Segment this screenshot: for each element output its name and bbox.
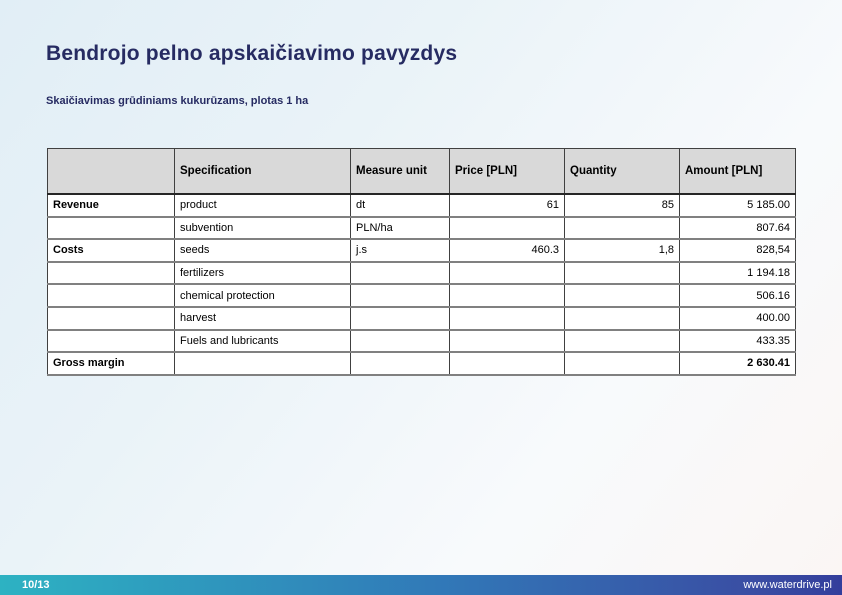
cell-amount: 506.16 (680, 284, 796, 307)
table-row (48, 217, 796, 240)
cell-label: Costs (48, 239, 175, 262)
cell-specification: fertilizers (175, 262, 351, 285)
cell-price (450, 352, 565, 375)
cell-unit (351, 330, 450, 353)
cell-quantity (565, 262, 680, 285)
column-header-amount: Amount [PLN] (680, 149, 796, 195)
cell-quantity (565, 284, 680, 307)
cell-label: Revenue (48, 194, 175, 217)
cell-amount: 5 185.00 (680, 194, 796, 217)
cell-unit: dt (351, 194, 450, 217)
column-header-specification: Specification (175, 149, 351, 195)
cell-specification: Fuels and lubricants (175, 330, 351, 353)
cell-specification: subvention (175, 217, 351, 240)
cell-specification: chemical protection (175, 284, 351, 307)
cell-quantity: 85 (565, 194, 680, 217)
cell-specification: seeds (175, 239, 351, 262)
page-subtitle: Skaičiavimas grūdiniams kukurūzams, plotas 1 ha (46, 95, 309, 107)
table-row (48, 262, 796, 285)
footer-bar (0, 575, 842, 595)
cell-unit (351, 307, 450, 330)
cell-amount: 828,54 (680, 239, 796, 262)
cell-label (48, 307, 175, 330)
table-row (48, 307, 796, 330)
cell-unit: j.s (351, 239, 450, 262)
cell-price (450, 217, 565, 240)
cell-label (48, 217, 175, 240)
page-title: Bendrojo pelno apskaičiavimo pavyzdys (46, 42, 458, 65)
cell-amount: 400.00 (680, 307, 796, 330)
cell-price (450, 307, 565, 330)
cell-quantity (565, 352, 680, 375)
column-header-category (48, 149, 175, 195)
cell-unit (351, 352, 450, 375)
cell-label (48, 284, 175, 307)
cell-price: 61 (450, 194, 565, 217)
table-row (48, 194, 796, 217)
cell-price: 460.3 (450, 239, 565, 262)
cell-amount: 2 630.41 (680, 352, 796, 375)
table-body (48, 194, 796, 375)
column-header-quantity: Quantity (565, 149, 680, 195)
cell-price (450, 330, 565, 353)
cell-quantity (565, 307, 680, 330)
table-row (48, 284, 796, 307)
cell-quantity (565, 330, 680, 353)
cell-quantity: 1,8 (565, 239, 680, 262)
cell-amount: 433.35 (680, 330, 796, 353)
cell-label: Gross margin (48, 352, 175, 375)
page-number: 10/13 (22, 579, 50, 591)
cell-unit (351, 262, 450, 285)
cell-unit: PLN/ha (351, 217, 450, 240)
cell-specification: harvest (175, 307, 351, 330)
column-header-measure-unit: Measure unit (351, 149, 450, 195)
cell-label (48, 262, 175, 285)
cell-specification (175, 352, 351, 375)
table-header-row (48, 149, 796, 195)
cell-amount: 807.64 (680, 217, 796, 240)
cell-label (48, 330, 175, 353)
cell-quantity (565, 217, 680, 240)
cell-amount: 1 194.18 (680, 262, 796, 285)
cell-price (450, 262, 565, 285)
cell-unit (351, 284, 450, 307)
column-header-price: Price [PLN] (450, 149, 565, 195)
table-row (48, 239, 796, 262)
cell-specification: product (175, 194, 351, 217)
table-row (48, 352, 796, 375)
cell-price (450, 284, 565, 307)
website-link[interactable]: www.waterdrive.pl (743, 579, 832, 591)
table-row (48, 330, 796, 353)
gross-profit-table (47, 148, 796, 376)
gross-profit-table-wrap (47, 148, 795, 376)
